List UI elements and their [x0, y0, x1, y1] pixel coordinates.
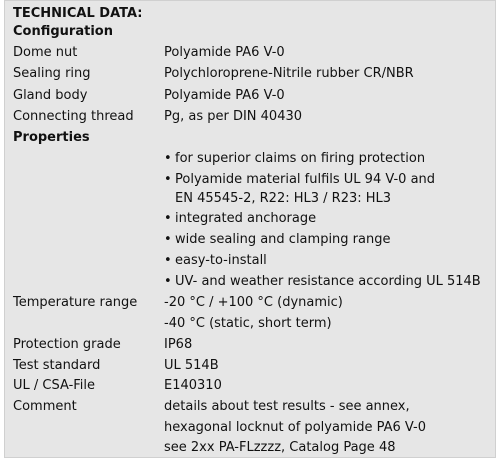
spec-label: Comment	[13, 399, 77, 414]
property-bullet	[164, 273, 481, 291]
spec-value: -40 °C (static, short term)	[164, 316, 332, 331]
bullet-marker: •	[164, 274, 172, 289]
spec-label: Dome nut	[13, 45, 78, 60]
spec-value: details about test results - see annex,	[164, 399, 410, 414]
spec-value: UL 514B	[164, 358, 219, 373]
section-properties-heading: Properties	[13, 130, 90, 145]
spec-value: Polyamide PA6 V-0	[164, 88, 285, 103]
spec-value: Polychloroprene-Nitrile rubber CR/NBR	[164, 66, 414, 81]
bullet-text: Polyamide material fulfils UL 94 V-0 and	[175, 172, 436, 187]
bullet-continuation: EN 45545-2, R22: HL3 / R23: HL3	[175, 191, 392, 206]
page-title: TECHNICAL DATA:	[13, 6, 143, 21]
spec-value: IP68	[164, 337, 193, 352]
property-bullet	[164, 171, 435, 189]
bullet-marker: •	[164, 211, 172, 226]
property-bullet	[164, 210, 316, 228]
bullet-marker: •	[164, 151, 172, 166]
property-bullet	[164, 252, 267, 270]
bullet-text: UV- and weather resistance according UL 514B	[175, 274, 481, 289]
spec-label: UL / CSA-File	[13, 378, 96, 393]
spec-value: see 2xx PA-FLzzzz, Catalog Page 48	[164, 440, 396, 455]
spec-label: Connecting thread	[13, 109, 134, 124]
spec-label: Temperature range	[13, 295, 138, 310]
technical-data-panel	[4, 0, 496, 458]
bullet-marker: •	[164, 253, 172, 268]
bullet-marker: •	[164, 232, 172, 247]
spec-label: Test standard	[13, 358, 101, 373]
spec-value: hexagonal locknut of polyamide PA6 V-0	[164, 420, 426, 435]
bullet-text: integrated anchorage	[175, 211, 317, 226]
spec-label: Sealing ring	[13, 66, 91, 81]
spec-label: Protection grade	[13, 337, 121, 352]
spec-value: Pg, as per DIN 40430	[164, 109, 303, 124]
spec-value: E140310	[164, 378, 222, 393]
spec-label: Gland body	[13, 88, 88, 103]
bullet-text: wide sealing and clamping range	[175, 232, 391, 247]
bullet-text: for superior claims on firing protection	[175, 151, 426, 166]
property-bullet	[164, 150, 425, 168]
bullet-marker: •	[164, 172, 172, 187]
bullet-text: easy-to-install	[175, 253, 267, 268]
spec-value: Polyamide PA6 V-0	[164, 45, 285, 60]
section-configuration-heading: Configuration	[13, 24, 113, 39]
spec-value: -20 °C / +100 °C (dynamic)	[164, 295, 343, 310]
property-bullet	[164, 231, 390, 249]
